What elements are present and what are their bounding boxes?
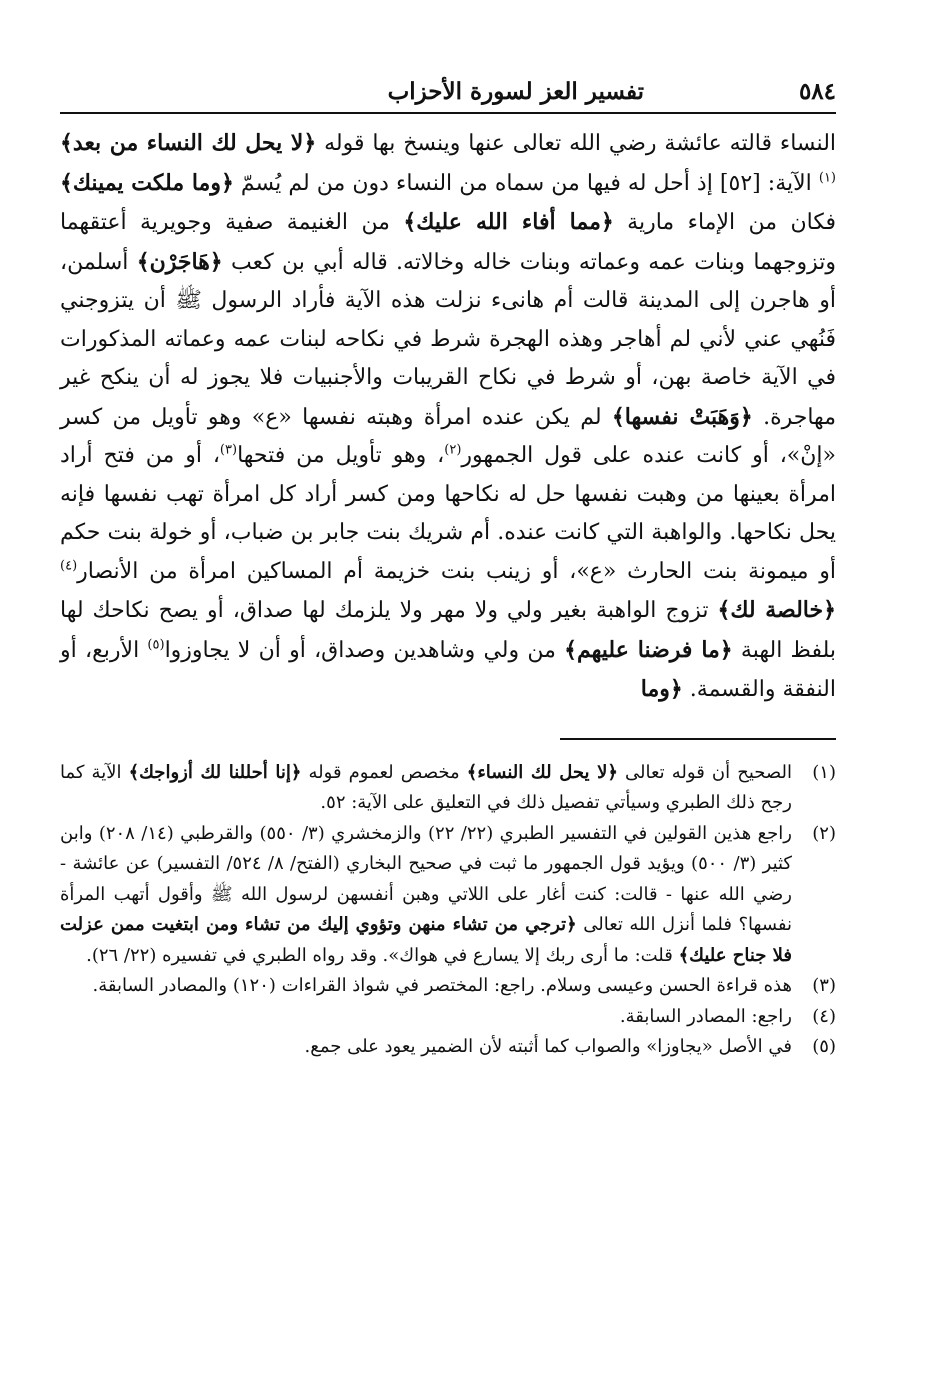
footnote-text bbox=[60, 1032, 792, 1063]
running-title: تفسير العز لسورة الأحزاب bbox=[387, 78, 644, 105]
footnote-text bbox=[60, 758, 792, 819]
footnote-text bbox=[60, 971, 792, 1002]
text-run: راجع هذين القولين في التفسير الطبري (٢٢/ ٢٢) والزمخشري (٣/ ٥٥٠) والقرطبي (١٤/ ٢٠٨) وابن كثير (٣/ ٥٠٠) ويؤيد قول الجمهور ما ثبت في صحيح البخاري (الفتح/ ٨/ ٥٢٤/ التفسير) عن عائشة - رضي الله عنها - قالت: كنت أغار على اللاتي وهبن أنفسهن لرسول الله ﷺ وأقول أتهب المرأة نفسها؟ فلما أنزل الله تعالى bbox=[60, 822, 793, 935]
text-run: هذه قراءة الحسن وعيسى وسلام. راجع: المختصر في شواذ القراءات (١٢٠) والمصادر السابقة. bbox=[92, 975, 792, 996]
page-number: ٥٨٤ bbox=[798, 78, 836, 105]
text-run: ، وهو تأويل من فتحها bbox=[237, 443, 445, 468]
quran-quote: ﴿مما أفاء الله عليك﴾ bbox=[403, 209, 614, 235]
text-run: النساء قالته عائشة رضي الله تعالى عنها وينسخ بها قوله bbox=[316, 131, 837, 156]
text-run: لم يكن عنده امرأة وهبته نفسها «ع» وهو تأويل من كسر «إنْ»، أو كانت عنده على قول الجمهور bbox=[60, 404, 836, 468]
main-text bbox=[60, 124, 836, 710]
text-run: مخصص لعموم قوله bbox=[301, 761, 467, 783]
paragraph bbox=[60, 124, 836, 710]
quran-quote: ﴿وما bbox=[640, 676, 683, 702]
footnote-number: (٢) bbox=[812, 822, 836, 844]
quran-quote: ﴿وَهَبَتْ نفسها﴾ bbox=[611, 403, 753, 430]
footnote-separator bbox=[560, 738, 836, 740]
quran-quote: ﴿خالصة لك﴾ bbox=[717, 597, 836, 623]
footnote-number: (٤) bbox=[812, 1005, 836, 1027]
footnote bbox=[60, 971, 836, 1002]
quran-quote: ﴿ترجي من تشاء منهن وتؤوي إليك من تشاء ومن ابتغيت ممن عزلت فلا جناح عليك﴾ bbox=[60, 914, 792, 966]
footnote-reference: (٤) bbox=[60, 558, 78, 574]
text-run: فكان من الإماء مارية bbox=[613, 210, 836, 235]
footnote-reference: (١) bbox=[818, 170, 836, 186]
quran-quote: ﴿لا يحل لك النساء من بعد﴾ bbox=[60, 130, 317, 156]
footnote-text bbox=[60, 819, 792, 972]
text-run: راجع: المصادر السابقة. bbox=[619, 1005, 792, 1027]
footnote-number: (٣) bbox=[812, 975, 836, 996]
footnote-number: (٥) bbox=[812, 1036, 836, 1057]
footnote-reference: (٢) bbox=[444, 442, 462, 458]
page-header bbox=[60, 60, 836, 114]
text-run: قلت: ما أرى ربك إلا يسارع في هواك». وقد رواه الطبري في تفسيره (٢٢/ ٢٦). bbox=[86, 944, 679, 966]
text-run: من ولي وشاهدين وصداق، أو أن لا يجاوزوا bbox=[164, 637, 565, 663]
footnote-text bbox=[60, 1002, 792, 1033]
text-run: تزوج الواهبة بغير ولي ولا مهر ولا يلزمك لها صداق، أو يصح نكاحك لها بلفظ الهبة bbox=[60, 598, 836, 663]
quran-quote: ﴿وما ملكت يمينك﴾ bbox=[60, 169, 234, 196]
quran-quote: ﴿لا يحل لك النساء﴾ bbox=[466, 761, 618, 783]
text-run: أسلمن، أو هاجرن إلى المدينة قالت أم هانىء نزلت هذه الآية فأراد الرسول ﷺ أن يتزوجني فَنُهي عني لأني لم أهاجر وهذه الهجرة شرط في نكاحه لبنات عمه وعماته المذكورات في الآية خاصة بهن، أو شرط في نكاح القريبات والأجنبيات فلا يجوز له أن ينكح غير مهاجرة. bbox=[60, 249, 836, 430]
quran-quote: ﴿ما فرضنا عليهم﴾ bbox=[564, 636, 733, 663]
text-run: من الغنيمة صفية وجويرية أعتقهما وتزوجهما وبنات عمه وعماته وبنات خاله وخالاته. قاله أبي بن كعب bbox=[60, 210, 837, 275]
book-page bbox=[60, 60, 836, 1063]
footnote bbox=[60, 758, 836, 819]
quran-quote: ﴿إنا أحللنا لك أزواجك﴾ bbox=[128, 761, 302, 783]
footnote bbox=[60, 1002, 836, 1033]
footnote bbox=[60, 819, 836, 972]
footnote bbox=[60, 1032, 836, 1063]
footnote-reference: (٣) bbox=[219, 442, 238, 458]
footnotes bbox=[60, 758, 836, 1063]
text-run: الأربع، أو النفقة والقسمة. bbox=[60, 637, 836, 702]
text-run: الآية كما رجح ذلك الطبري وسيأتي تفصيل ذلك في التعليق على الآية: ٥٢. bbox=[60, 761, 792, 813]
text-run: في الأصل «يجاوزا» والصواب كما أثبته لأن الضمير يعود على جمع. bbox=[304, 1036, 792, 1057]
footnote-number: (١) bbox=[812, 761, 836, 783]
quran-quote: ﴿هَاجَرْن﴾ bbox=[136, 248, 223, 275]
text-run: ، أو من فتح أراد امرأة بعينها من وهبت نفسها حل له نكاحها ومن كسر أراد كل امرأة تهب نفسها فإنه يحل نكاحها. والواهبة التي كانت عنده. أم شريك بنت جابر بن ضباب، أو خولة بنت حكم أو ميمونة بنت الحارث «ع»، أو زينب بنت خزيمة أم المساكين امرأة من الأنصار bbox=[60, 443, 836, 584]
footnote-reference: (٥) bbox=[147, 637, 165, 653]
text-run: الصحيح أن قوله تعالى bbox=[617, 761, 792, 783]
text-run: الآية: [٥٢] إذ أحل له فيها من سماه من النساء دون من لم يُسمّ bbox=[233, 170, 819, 196]
